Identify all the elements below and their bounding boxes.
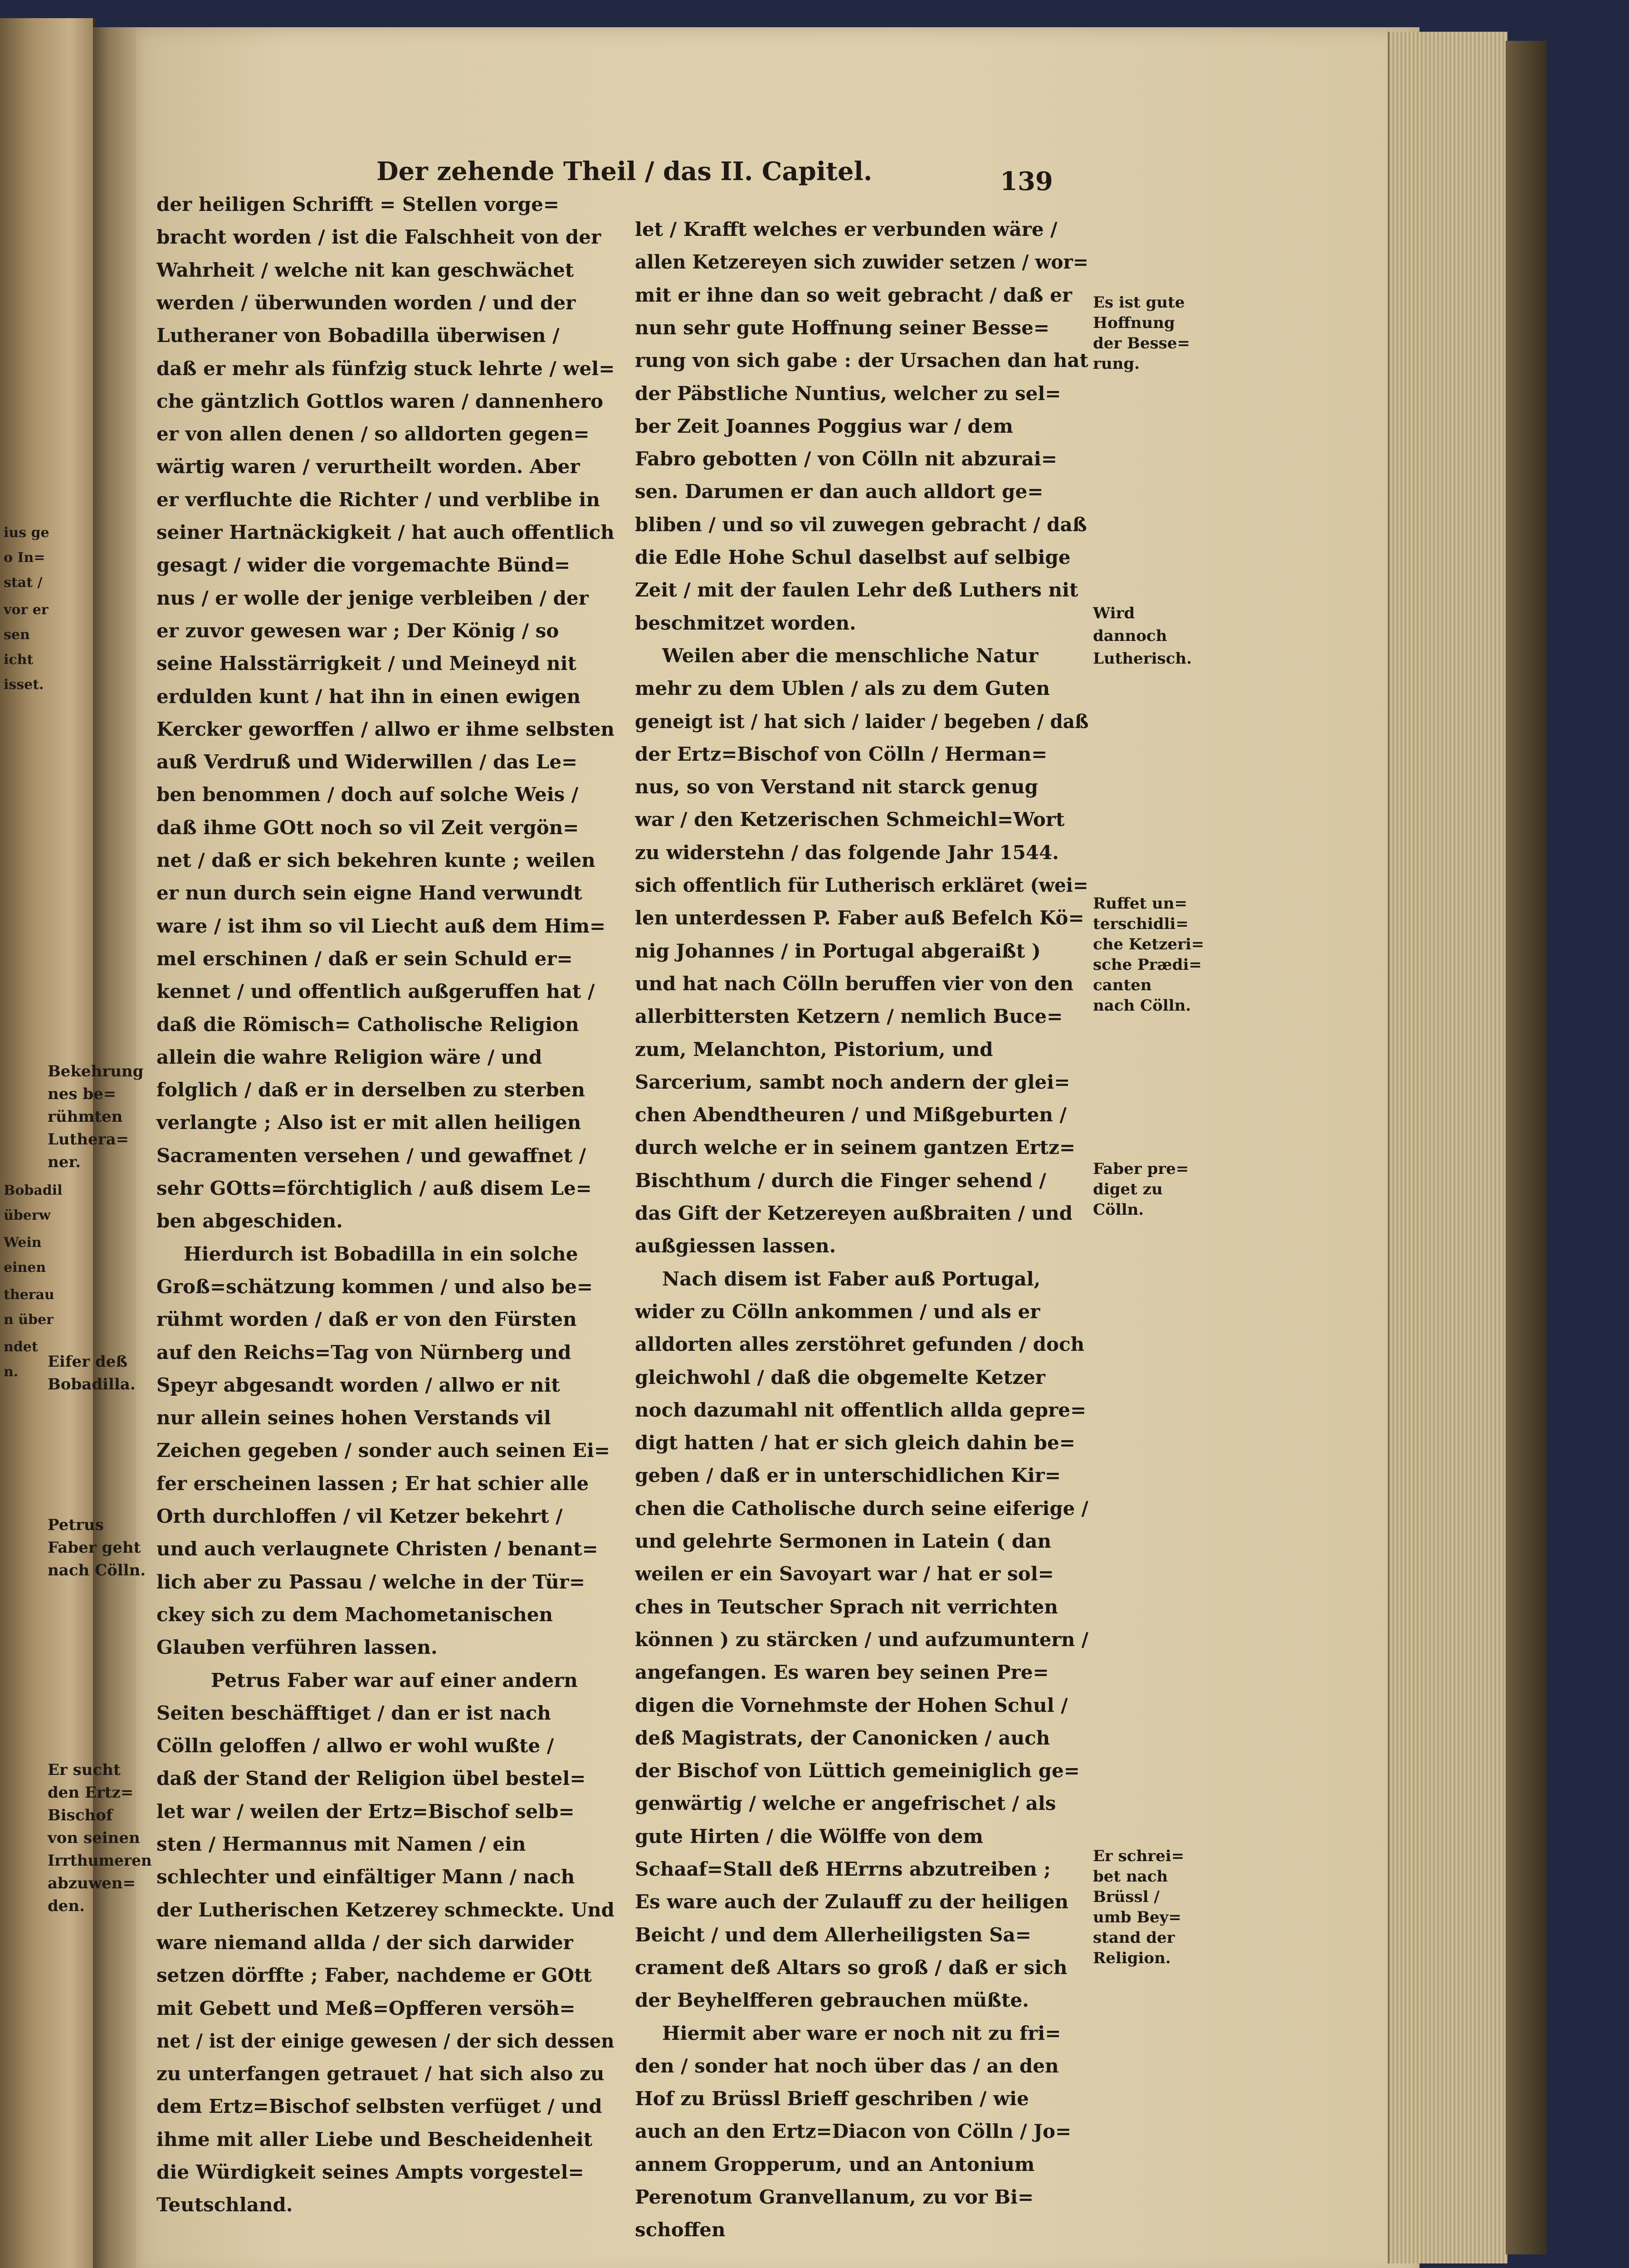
text-line: Weilen aber die menschliche Natur xyxy=(662,644,1039,667)
margin-note-line: dannoch xyxy=(1093,627,1167,645)
text-line: seiner Hartnäckigkeit / hat auch offentlich xyxy=(156,521,615,543)
text-line: Teutschland. xyxy=(156,2194,293,2216)
text-line: geben / daß er in unterschidlichen Kir= xyxy=(635,1464,1061,1487)
margin-note-line: Er sucht xyxy=(48,1761,121,1779)
edge-text-fragment: ndet xyxy=(4,1339,38,1355)
text-line: zu unterfangen getrauet / hat sich also zu xyxy=(156,2063,605,2085)
text-line: dem Ertz=Bischof selbsten verfüget / und xyxy=(156,2095,602,2118)
margin-note-line: diget zu xyxy=(1093,1180,1163,1198)
text-line: Perenotum Granvellanum, zu vor Bi= xyxy=(635,2186,1034,2208)
text-line: der Päbstliche Nuntius, welcher zu sel= xyxy=(635,382,1061,405)
margin-note-line: Lutherisch. xyxy=(1093,650,1192,668)
margin-note-line: Religion. xyxy=(1093,1949,1171,1967)
text-line: lich aber zu Passau / welche in der Tür= xyxy=(156,1570,585,1593)
edge-text-fragment: n. xyxy=(4,1364,19,1380)
text-line: geneigt ist / hat sich / laider / begeben / daß xyxy=(635,710,1089,733)
text-line: deß Magistrats, der Canonicken / auch xyxy=(635,1726,1050,1749)
margin-note-line: Irrthumeren xyxy=(48,1852,152,1870)
text-line: gleichwohl / daß die obgemelte Ketzer xyxy=(635,1366,1045,1388)
page-number: 139 xyxy=(1000,166,1053,196)
text-line: nun sehr gute Hoffnung seiner Besse= xyxy=(635,316,1050,339)
text-line: Es ware auch der Zulauff zu der heiligen xyxy=(635,1891,1069,1913)
text-line: ches in Teutscher Sprach nit verrichten xyxy=(635,1595,1058,1618)
edge-text-fragment: stat / xyxy=(4,575,43,591)
margin-note-line: stand der xyxy=(1093,1929,1175,1947)
edge-text-fragment: einen xyxy=(4,1260,46,1276)
text-line: außgiessen lassen. xyxy=(635,1235,836,1257)
text-line: Glauben verführen lassen. xyxy=(156,1636,438,1659)
text-line: Lutheraner von Bobadilla überwisen / xyxy=(156,324,560,347)
edge-text-fragment: o In= xyxy=(4,550,45,566)
edge-text-fragment: Wein xyxy=(4,1235,42,1251)
text-line: auf den Reichs=Tag von Nürnberg und xyxy=(156,1341,571,1364)
text-line: Sacramenten versehen / und gewaffnet / xyxy=(156,1144,586,1167)
margin-note-line: Wird xyxy=(1093,604,1135,622)
text-line: Petrus Faber war auf einer andern xyxy=(211,1669,578,1691)
text-line: schoffen xyxy=(635,2219,726,2241)
margin-note-line: sche Prædi= xyxy=(1093,956,1202,974)
text-line: mel erschinen / daß er sein Schuld er= xyxy=(156,947,573,970)
text-line: Schaaf=Stall deß HErrns abzutreiben ; xyxy=(635,1858,1051,1880)
text-line: Hof zu Brüssl Brieff geschriben / wie xyxy=(635,2087,1029,2110)
text-line: mit er ihne dan so weit gebracht / daß er xyxy=(635,284,1072,306)
text-line: daß der Stand der Religion übel bestel= xyxy=(156,1767,586,1790)
text-line: der Ertz=Bischof von Cölln / Herman= xyxy=(635,743,1048,765)
text-line: seine Halsstärrigkeit / und Meineyd nit xyxy=(156,652,577,675)
margin-note-line: rühmten xyxy=(48,1108,123,1126)
text-line: mit Gebett und Meß=Opfferen versöh= xyxy=(156,1997,576,2019)
margin-note-line: terschidli= xyxy=(1093,915,1189,933)
margin-note-line: abzuwen= xyxy=(48,1874,136,1892)
text-line: let / Krafft welches er verbunden wäre / xyxy=(635,218,1058,240)
text-line: und hat nach Cölln beruffen vier von den xyxy=(635,972,1073,995)
text-line: werden / überwunden worden / und der xyxy=(156,291,576,314)
text-line: wärtig waren / verurtheilt worden. Aber xyxy=(156,455,580,478)
text-line: net / daß er sich bekehren kunte ; weilen xyxy=(156,849,595,871)
text-line: Kercker geworffen / allwo er ihme selbsten xyxy=(156,718,615,740)
running-title: Der zehende Theil / das II. Capitel. xyxy=(376,156,873,186)
text-line: die Würdigkeit seines Ampts vorgestel= xyxy=(156,2161,584,2183)
text-line: digen die Vornehmste der Hohen Schul / xyxy=(635,1694,1068,1716)
text-line: sten / Hermannus mit Namen / ein xyxy=(156,1833,526,1855)
text-line: daß die Römisch= Catholische Religion xyxy=(156,1013,579,1036)
text-line: alldorten alles zerstöhret gefunden / doch xyxy=(635,1333,1085,1356)
text-line: und auch verlaugnete Christen / benant= xyxy=(156,1538,598,1560)
text-line: der Beyhelfferen gebrauchen müßte. xyxy=(635,1989,1029,2012)
margin-note-line: Es ist gute xyxy=(1093,293,1185,312)
text-line: und gelehrte Sermonen in Latein ( dan xyxy=(635,1530,1051,1552)
edge-text-fragment: sen xyxy=(4,627,30,643)
text-line: kennet / und offentlich außgeruffen hat / xyxy=(156,980,595,1003)
text-line: Zeit / mit der faulen Lehr deß Luthers nit xyxy=(635,579,1078,601)
margin-note-line: den Ertz= xyxy=(48,1784,134,1802)
text-line: sehr GOtts=förchtiglich / auß disem Le= xyxy=(156,1177,592,1199)
text-line: war / den Ketzerischen Schmeichl=Wort xyxy=(635,808,1065,831)
margin-note-line: den. xyxy=(48,1897,85,1915)
margin-note-line: der Besse= xyxy=(1093,334,1190,352)
text-line: genwärtig / welche er angefrischet / als xyxy=(635,1792,1056,1815)
text-line: Groß=schätzung kommen / und also be= xyxy=(156,1275,593,1298)
text-line: Wahrheit / welche nit kan geschwächet xyxy=(156,259,574,281)
edge-text-fragment: Bobadil xyxy=(4,1183,63,1198)
margin-note-line: ner. xyxy=(48,1153,81,1171)
text-line: Nach disem ist Faber auß Portugal, xyxy=(662,1267,1041,1290)
text-line: Hierdurch ist Bobadilla in ein solche xyxy=(184,1242,578,1265)
text-line: gesagt / wider die vorgemachte Bünd= xyxy=(156,554,571,577)
margin-note-line: nach Cölln. xyxy=(1093,997,1191,1015)
text-line: die Edle Hohe Schul daselbst auf selbige xyxy=(635,546,1071,568)
text-line: allen Ketzereyen sich zuwider setzen / wor= xyxy=(635,251,1088,274)
margin-note-line: nes be= xyxy=(48,1085,117,1103)
text-line: nus / er wolle der jenige verbleiben / der xyxy=(156,587,589,609)
text-line: digt hatten / hat er sich gleich dahin be= xyxy=(635,1432,1075,1454)
edge-text-fragment: überw xyxy=(4,1207,51,1223)
text-line: ihme mit aller Liebe und Bescheidenheit xyxy=(156,2128,593,2151)
text-line: crament deß Altars so groß / daß er sich xyxy=(635,1956,1068,1979)
text-line: noch dazumahl nit offentlich allda gepre= xyxy=(635,1398,1087,1421)
text-line: Zeichen gegeben / sonder auch seinen Ei= xyxy=(156,1439,610,1462)
edge-text-fragment: isset. xyxy=(4,677,44,693)
text-line: setzen dörffte ; Faber, nachdeme er GOtt xyxy=(156,1964,592,1987)
text-line: er zuvor gewesen war ; Der König / so xyxy=(156,619,559,642)
text-line: folglich / daß er in derselben zu sterben xyxy=(156,1079,585,1101)
text-line: Seiten beschäfftiget / dan er ist nach xyxy=(156,1701,551,1724)
margin-note-line: Petrus xyxy=(48,1516,104,1534)
page-block-edge xyxy=(1388,32,1507,2263)
margin-note-line: Bekehrung xyxy=(48,1062,144,1080)
text-line: daß er mehr als fünfzig stuck lehrte / wel= xyxy=(156,357,615,380)
text-line: ben benommen / doch auf solche Weis / xyxy=(156,783,579,806)
edge-text-fragment: therau xyxy=(4,1287,54,1303)
text-line: allein die wahre Religion wäre / und xyxy=(156,1046,542,1068)
text-line: erdulden kunt / hat ihn in einen ewigen xyxy=(156,685,581,708)
text-line: er nun durch sein eigne Hand verwundt xyxy=(156,882,582,904)
text-line: Orth durchloffen / vil Ketzer bekehrt / xyxy=(156,1505,563,1527)
text-line: allerbittersten Ketzern / nemlich Buce= xyxy=(635,1005,1063,1028)
text-line: ckey sich zu dem Machometanischen xyxy=(156,1603,553,1626)
text-line: ber Zeit Joannes Poggius war / dem xyxy=(635,415,1013,437)
text-line: sen. Darumen er dan auch alldort ge= xyxy=(635,480,1044,503)
text-line: net / ist der einige gewesen / der sich dessen xyxy=(156,2029,615,2052)
text-line: ware / ist ihm so vil Liecht auß dem Him= xyxy=(156,914,606,937)
text-line: er verfluchte die Richter / und verblibe in xyxy=(156,488,600,511)
text-line: chen Abendtheuren / und Mißgeburten / xyxy=(635,1104,1067,1126)
text-line: beschmitzet worden. xyxy=(635,611,856,634)
text-line: den / sonder hat noch über das / an den xyxy=(635,2054,1059,2077)
text-line: nig Johannes / in Portugal abgeraißt ) xyxy=(635,939,1041,962)
text-line: auß Verdruß und Widerwillen / das Le= xyxy=(156,751,578,773)
text-line: Beicht / und dem Allerheiligsten Sa= xyxy=(635,1923,1031,1946)
text-line: wider zu Cölln ankommen / und als er xyxy=(635,1300,1040,1323)
text-line: len unterdessen P. Faber auß Befelch Kö= xyxy=(635,907,1084,929)
margin-note-line: Faber pre= xyxy=(1093,1160,1189,1178)
text-line: Cölln geloffen / allwo er wohl wußte / xyxy=(156,1735,554,1757)
text-line: che gäntzlich Gottlos waren / dannenhero xyxy=(156,390,604,412)
text-line: bracht worden / ist die Falschheit von der xyxy=(156,226,601,249)
text-line: ben abgeschiden. xyxy=(156,1210,343,1232)
text-line: Sarcerium, sambt noch andern der glei= xyxy=(635,1070,1070,1093)
text-line: nur allein seines hohen Verstands vil xyxy=(156,1407,551,1429)
text-line: zum, Melanchton, Pistorium, und xyxy=(635,1038,993,1061)
edge-text-fragment: vor er xyxy=(4,602,49,618)
margin-note-line: Er schrei= xyxy=(1093,1847,1185,1865)
margin-note-line: Brüssl / xyxy=(1093,1888,1160,1906)
book-cover-edge xyxy=(1506,41,1546,2254)
text-line: durch welche er in seinem gantzen Ertz= xyxy=(635,1136,1076,1159)
text-line: daß ihme GOtt noch so vil Zeit vergön= xyxy=(156,816,579,839)
text-line: der heiligen Schrifft = Stellen vorge= xyxy=(156,193,560,215)
text-line: gute Hirten / die Wölffe von dem xyxy=(635,1825,983,1848)
text-line: zu widerstehn / das folgende Jahr 1544. xyxy=(635,841,1059,864)
text-line: Hiermit aber ware er noch nit zu fri= xyxy=(662,2022,1061,2044)
margin-note-line: che Ketzeri= xyxy=(1093,935,1205,953)
margin-note-line: rung. xyxy=(1093,355,1140,373)
margin-note-line: Bobadilla. xyxy=(48,1375,136,1393)
margin-note-line: Hoffnung xyxy=(1093,314,1175,332)
margin-note-line: bet nach xyxy=(1093,1867,1168,1886)
text-line: auch an den Ertz=Diacon von Cölln / Jo= xyxy=(635,2120,1072,2143)
margin-note-line: nach Cölln. xyxy=(48,1561,146,1579)
edge-text-fragment: ius ge xyxy=(4,525,49,541)
edge-text-fragment: icht xyxy=(4,652,34,668)
text-line: Bischthum / durch die Finger sehend / xyxy=(635,1169,1046,1192)
text-line: der Lutherischen Ketzerey schmeckte. Und xyxy=(156,1898,615,1921)
text-line: rung von sich gabe : der Ursachen dan hat xyxy=(635,349,1088,372)
text-line: schlechter und einfältiger Mann / nach xyxy=(156,1866,575,1888)
text-line: chen die Catholische durch seine eiferige / xyxy=(635,1497,1088,1520)
margin-note-line: Bischof xyxy=(48,1806,113,1824)
text-line: nus, so von Verstand nit starck genug xyxy=(635,776,1038,798)
text-line: können ) zu stärcken / und aufzumuntern / xyxy=(635,1628,1088,1651)
margin-note-line: von seinen xyxy=(48,1829,140,1847)
margin-note-line: canten xyxy=(1093,976,1152,994)
text-line: weilen er ein Savoyart war / hat er sol= xyxy=(635,1563,1054,1585)
text-line: der Bischof von Lüttich gemeiniglich ge= xyxy=(635,1760,1080,1782)
margin-note-line: Cölln. xyxy=(1093,1201,1144,1219)
text-line: let war / weilen der Ertz=Bischof selb= xyxy=(156,1800,575,1823)
edge-text-fragment: n über xyxy=(4,1312,54,1328)
margin-note-line: Ruffet un= xyxy=(1093,894,1187,913)
text-line: er von allen denen / so alldorten gegen= xyxy=(156,423,590,445)
text-line: das Gift der Ketzereyen außbraiten / und xyxy=(635,1202,1073,1224)
margin-note-line: Eifer deß xyxy=(48,1353,128,1371)
margin-note-line: umb Bey= xyxy=(1093,1908,1181,1926)
text-line: Speyr abgesandt worden / allwo er nit xyxy=(156,1374,560,1396)
text-line: angefangen. Es waren bey seinen Pre= xyxy=(635,1661,1049,1684)
text-line: mehr zu dem Ublen / als zu dem Guten xyxy=(635,677,1050,700)
text-line: annem Gropperum, und an Antonium xyxy=(635,2153,1035,2175)
text-line: rühmt worden / daß er von den Fürsten xyxy=(156,1308,577,1331)
margin-note-line: Faber geht xyxy=(48,1539,141,1557)
text-line: bliben / und so vil zuwegen gebracht / daß xyxy=(635,513,1087,536)
text-line: Fabro gebotten / von Cölln nit abzurai= xyxy=(635,448,1058,470)
text-line: fer erscheinen lassen ; Er hat schier alle xyxy=(156,1472,589,1495)
margin-note-line: Luthera= xyxy=(48,1130,129,1149)
text-line: ware niemand allda / der sich darwider xyxy=(156,1931,573,1954)
text-line: verlangte ; Also ist er mit allen heiligen xyxy=(156,1111,581,1134)
text-line: sich offentlich für Lutherisch erkläret (wei= xyxy=(635,874,1088,896)
